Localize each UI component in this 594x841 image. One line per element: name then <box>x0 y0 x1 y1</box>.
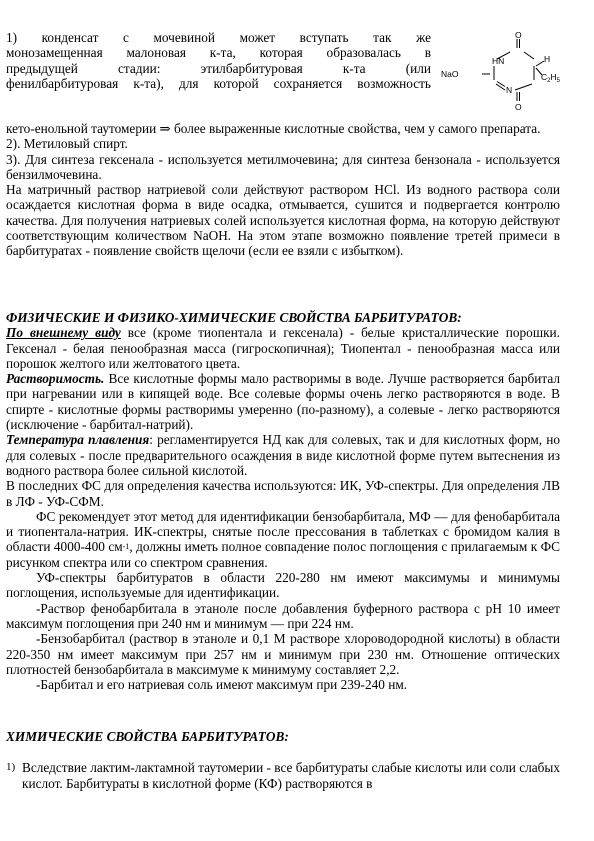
atom-h: H <box>544 54 551 64</box>
appearance-term: По внешнему виду <box>6 325 121 341</box>
melting-text: : регламентируется НД как для солевых, так и для кислотных форм, но для солевых - после предварительного осаждения в виде кислотной форме путем вытеснения из водного раствора более сильной кислотой. <box>6 432 561 478</box>
top-paragraphs <box>6 121 560 259</box>
intro-line-1: 1) конденсат с мочевиной может вступать так же <box>6 30 431 45</box>
atom-o-top: O <box>515 30 522 40</box>
chem-item-text: Вследствие лактим-лактамной таутомерии - все барбитураты слабые кислоты или соли слабых кислот. Барбитураты в кислотной форме (КФ) растворяются в <box>22 760 560 791</box>
physical-heading: ФИЗИЧЕСКИЕ И ФИЗИКО-ХИМИЧЕСКИЕ СВОЙСТВА БАРБИТУРАТОВ: <box>6 310 462 325</box>
intro-line-2: монозамещенная малоновая к-та, которая образовалась в <box>6 45 431 61</box>
paragraph-hcl: На матричный раствор натриевой соли действуют раствором HCl. Из водного раствора соли осаждается кислотная форма в виде осадка, отмывается, сушится и подвергается контролю качества. Для получения натриевых солей используется кислотная форма, на которую действуют соответствующим количеством NaOH. На этом этапе возможно появление третей примеси в барбитуратах - появление свойств щелочи (если ее взяли с избытком). <box>6 182 560 259</box>
ir-text-a: ФС рекомендует этот метод для идентификации бензобарбитала, МФ — для фенобарбитала и тиопентала-натрия. ИК-спектры, снятые после прессования в таблетках с бромидом калия в области 4000-400 см <box>6 508 560 555</box>
solubility-term: Растворимость. <box>6 371 105 387</box>
atom-c2h5: $C_2H_5$ <box>541 72 560 84</box>
fs-paragraph: В последних ФС для определения качества используются: ИК, УФ-спектры. Для определения ЛВ в ЛФ - УФ-СФМ. <box>6 478 560 509</box>
atom-n: N <box>506 85 513 95</box>
chem-list-item <box>6 760 560 791</box>
appearance-paragraph <box>6 325 560 371</box>
paragraph-keto-enol: кето-енольной таутомерии ⇒ более выраженные кислотные свойства, чем у самого препарата. <box>6 121 541 136</box>
chemical-heading: ХИМИЧЕСКИЕ СВОЙСТВА БАРБИТУРАТОВ: <box>6 729 289 744</box>
intro-narrow-block <box>6 30 431 91</box>
melting-paragraph <box>6 432 560 478</box>
paragraph-synthesis: 3). Для синтеза гексенала - используется метилмочевина; для синтеза бензонала - используется бензилмочевина. <box>6 151 560 182</box>
physical-section <box>6 310 560 692</box>
paragraph-methanol: 2). Метиловый спирт. <box>6 136 128 152</box>
melting-term: Температура плавления <box>6 432 150 448</box>
ir-paragraph <box>6 509 560 570</box>
c2h5-subscript: 2 <box>547 78 551 84</box>
barbiturate-structure-figure <box>438 28 562 114</box>
ir-text-b: , должны иметь полное совпадение полос поглощения с прилагаемым к ФС рисунком спектра или со спектром сравнения. <box>6 539 560 570</box>
ir-superscript: -1 <box>122 542 130 552</box>
atom-ona: NaO <box>441 69 459 79</box>
atom-o-bottom: O <box>515 102 522 112</box>
uv-paragraph: УФ-спектры барбитуратов в области 220-280 нм имеют максимумы и минимумы поглощения, используемые для идентификации. <box>6 570 560 601</box>
chemical-section <box>6 729 560 791</box>
appearance-text: все (кроме тиопентала и гексенала) - белые кристаллические порошки. Гексенал - белая пенообразная масса (гигроскопичная); Тиопентал - пенообразная масса или порошок желтого или желтоватого цвета. <box>6 325 560 371</box>
solubility-text: Все кислотные формы мало растворимы в воде. Лучше растворяется барбитал при нагревании или в кипящей воде. Все солевые формы очень легко растворяются в воде. В спирте - кислотные формы растворимы умеренно (по-разному), а солевые - легко растворяются (исключение - барбитал-натрий). <box>6 371 560 433</box>
benzobarbital-paragraph: -Бензобарбитал (раствор в этаноле и 0,1 М растворе хлороводородной кислоты) в области 220-350 нм имеет максимум при 257 нм и минимум при 230 нм. Отношение оптических плотностей бензобарбитала в максимуме к минимуму составляет 2,2. <box>6 631 560 677</box>
barbital-paragraph: -Барбитал и его натриевая соль имеют максимум при 239-240 нм. <box>36 677 408 693</box>
phenobarbital-paragraph: -Раствор фенобарбитала в этаноле после добавления буферного раствора с pH 10 имеет максимум поглощения при 240 нм и минимум — при 224 нм. <box>6 600 560 631</box>
intro-line-4: фенилбарбитуровая к-та), для которой сохраняется возможность <box>6 75 431 91</box>
intro-line-3: предыдущей стадии: этилбарбитуровая к-та (или <box>6 60 431 76</box>
solubility-paragraph <box>6 371 560 432</box>
atom-nh: HN <box>492 56 505 66</box>
chem-item-number: 1) <box>6 761 16 774</box>
